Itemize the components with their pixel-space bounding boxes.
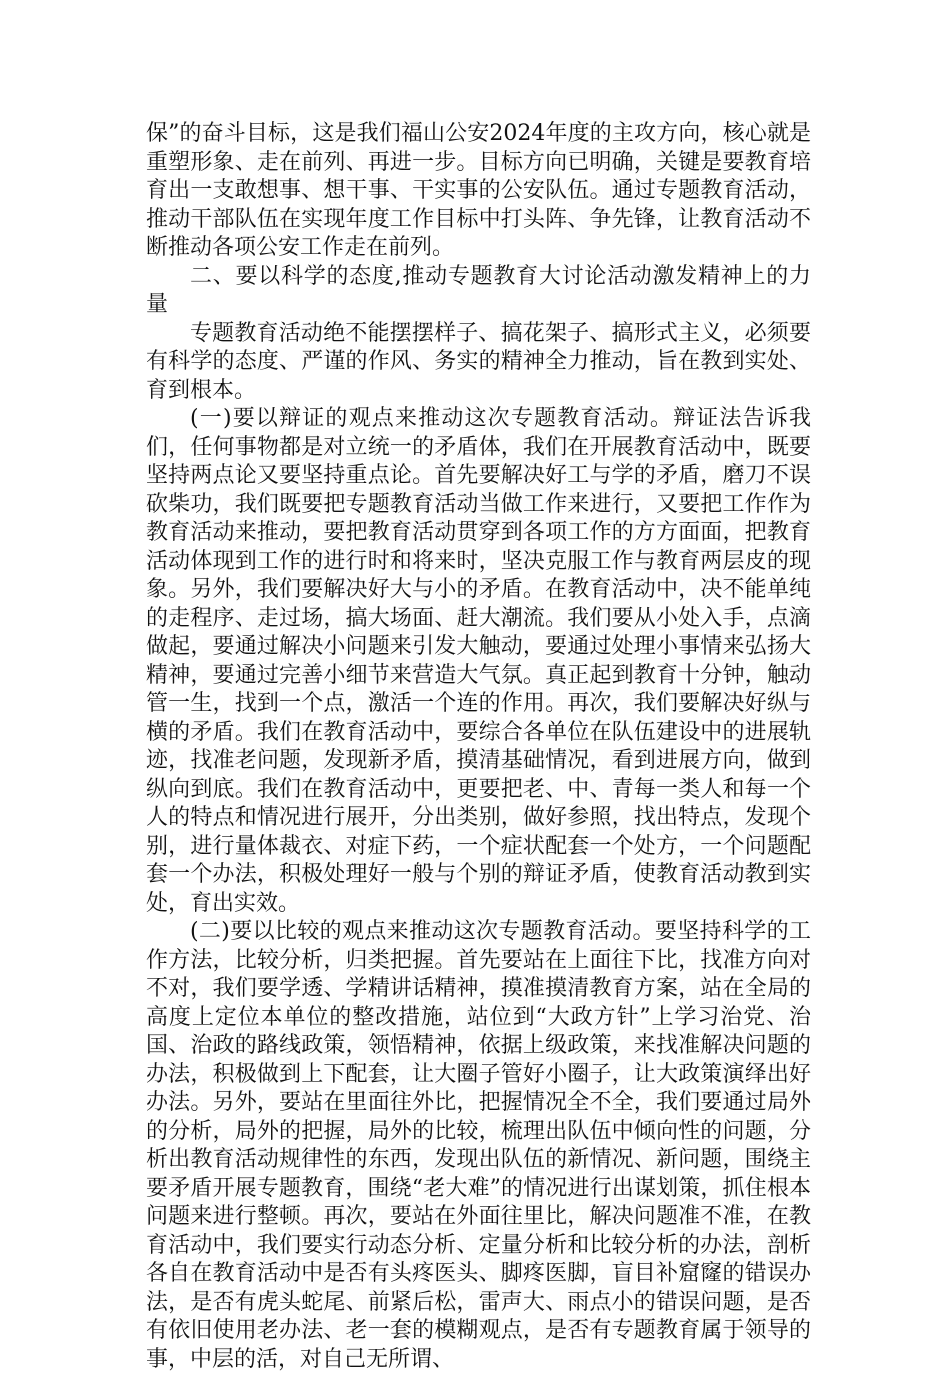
paragraph-comparison: (二)要以比较的观点来推动这次专题教育活动。要坚持科学的工作方法，比较分析，归类把握。首先要站在上面往下比，找准方向对不对，我们要学透、学精讲话精神，摸准摸清教育方案，站在全局的高度上定位本单位的整改措施，站位到“大政方针”上学习治党、治国、治政的路线政策，领悟精神，依据上级政策，来找准解决问题的办法，积极做到上下配套，让大圈子管好小圈子，让大政策演绎出好办法。另外，要站在里面往外比，把握情况全不全，我们要通过局外的分析，局外的把握，局外的比较，梳理出队伍中倾向性的问题，分析出教育活动规律性的东西，发现出队伍的新情况、新问题，围绕主要矛盾开展专题教育，围绕“老大难”的情况进行出谋划策，抓住根本问题来进行整顿。再次，要站在外面往里比，解决问题准不准，在教育活动中，我们要实行动态分析、定量分析和比较分析的办法，剖析各自在教育活动中是否有头疼医头、脚疼医脚，盲目补窟窿的错误办法，是否有虎头蛇尾、前紧后松，雷声大、雨点小的错误问题，是否有依旧使用老办法、老一套的模糊观点，是否有专题教育属于领导的事，中层的活，对自己无所谓、 (146, 919, 811, 1372)
paragraph-continuation: 保”的奋斗目标，这是我们福山公安2024年度的主攻方向，核心就是重塑形象、走在前列、再进一步。目标方向已明确，关键是要教育培育出一支敢想事、想干事、干实事的公安队伍。通过专题教育活动，推动干部队伍在实现年度工作目标中打头阵、争先锋，让教育活动不断推动各项公安工作走在前列。 (146, 121, 811, 260)
paragraph-intro: 专题教育活动绝不能摆摆样子、搞花架子、搞形式主义，必须要有科学的态度、严谨的作风、务实的精神全力推动，旨在教到实处、育到根本。 (146, 320, 811, 403)
document-page (146, 120, 811, 1374)
paragraph-dialectic: (一)要以辩证的观点来推动这次专题教育活动。辩证法告诉我们，任何事物都是对立统一的矛盾体，我们在开展教育活动中，既要坚持两点论又要坚持重点论。首先要解决好工与学的矛盾，磨刀不误砍柴功，我们既要把专题教育活动当做工作来进行，又要把工作作为教育活动来推动，要把教育活动贯穿到各项工作的方方面面，把教育活动体现到工作的进行时和将来时，坚决克服工作与教育两层皮的现象。另外，我们要解决好大与小的矛盾。在教育活动中，决不能单纯的走程序、走过场，搞大场面、赶大潮流。我们要从小处入手，点滴做起，要通过解决小问题来引发大触动，要通过处理小事情来弘扬大精神，要通过完善小细节来营造大气氛。真正起到教育十分钟，触动管一生，找到一个点，激活一个连的作用。再次，我们要解决好纵与横的矛盾。我们在教育活动中，要综合各单位在队伍建设中的进展轨迹，找准老问题，发现新矛盾，摸清基础情况，看到进展方向，做到纵向到底。我们在教育活动中，更要把老、中、青每一类人和每一个人的特点和情况进行展开，分出类别，做好参照，找出特点，发现个别，进行量体裁衣、对症下药，一个症状配套一个处方，一个问题配套一个办法，积极处理好一般与个别的辩证矛盾，使教育活动教到实处，育出实效。 (146, 406, 811, 916)
section-heading: 二、要以科学的态度,推动专题教育大讨论活动激发精神上的力量 (146, 263, 811, 317)
